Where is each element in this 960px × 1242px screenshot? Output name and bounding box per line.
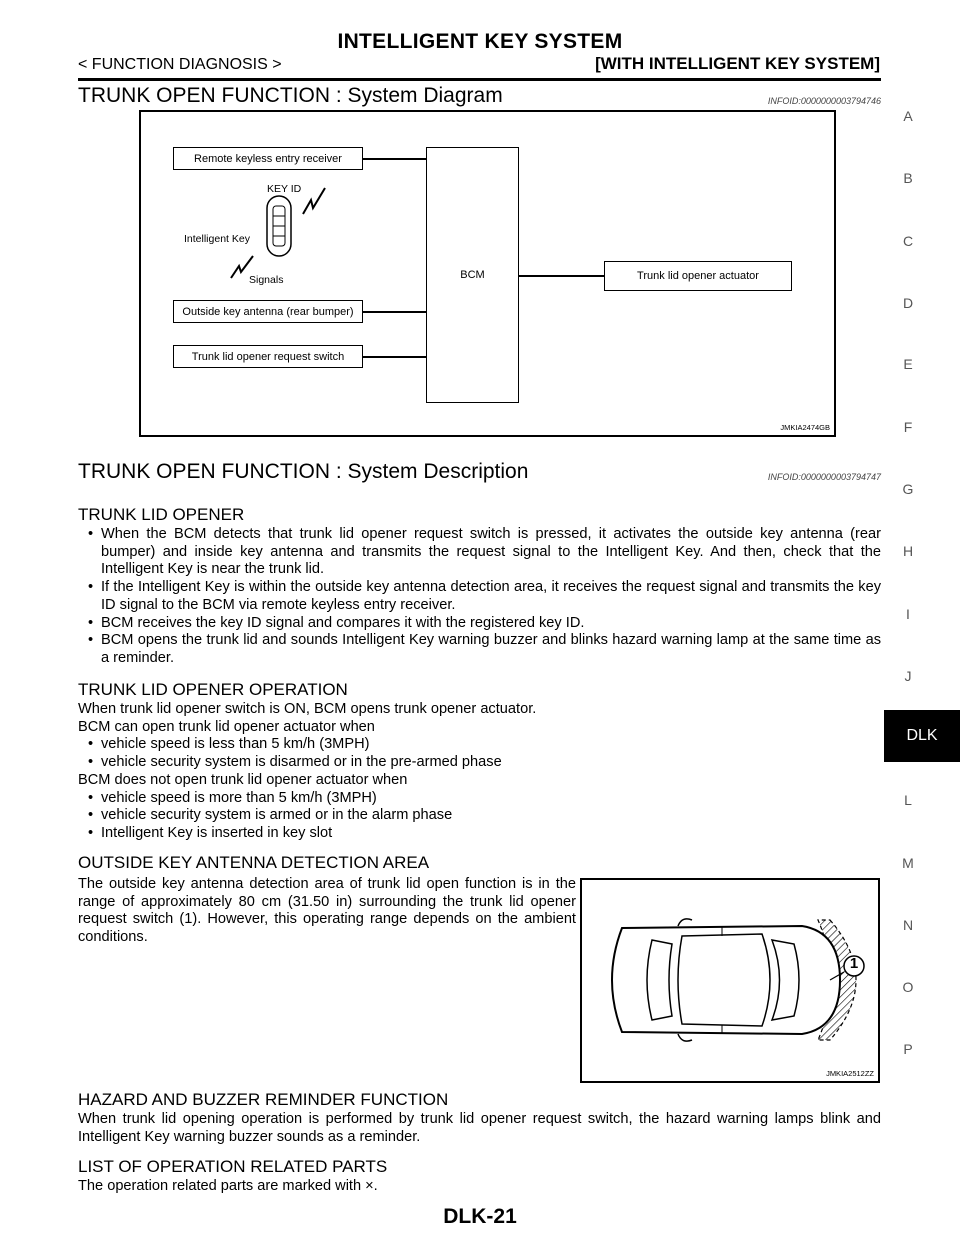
connector-line bbox=[519, 275, 604, 277]
signal-wave-icon bbox=[229, 254, 255, 280]
description-heading: TRUNK OPEN FUNCTION : System Description bbox=[78, 460, 529, 483]
detection-area-figure bbox=[580, 878, 880, 1083]
callout-number: 1 bbox=[849, 955, 859, 972]
request-switch-box: Trunk lid opener request switch bbox=[173, 345, 363, 368]
trunk-lid-opener-heading: TRUNK LID OPENER bbox=[78, 505, 245, 524]
list-item: • vehicle speed is more than 5 km/h (3MPH) bbox=[88, 789, 377, 806]
page-title: INTELLIGENT KEY SYSTEM bbox=[337, 30, 623, 53]
opener-operation-heading: TRUNK LID OPENER OPERATION bbox=[78, 680, 348, 699]
side-tab-active[interactable]: DLK bbox=[884, 710, 960, 762]
trunk-lid-opener-list bbox=[78, 526, 881, 668]
connector-line bbox=[363, 311, 426, 313]
key-id-label: KEY ID bbox=[267, 183, 302, 195]
side-tab[interactable]: M bbox=[902, 855, 914, 871]
connector-line bbox=[363, 356, 426, 358]
system-diagram bbox=[139, 110, 836, 437]
side-tab[interactable]: H bbox=[902, 543, 914, 559]
side-tab[interactable]: E bbox=[903, 356, 913, 372]
hazard-buzzer-text: When trunk lid opening operation is performed by trunk lid opener request switch, the hazard warning lamps blink and Intelligent Key warning buzzer sounds as a reminder. bbox=[78, 1111, 881, 1145]
diagram-heading: TRUNK OPEN FUNCTION : System Diagram bbox=[78, 84, 503, 107]
list-item: • Intelligent Key is inserted in key slot bbox=[88, 824, 333, 841]
car-figure-id: JMKIA2512ZZ bbox=[826, 1069, 874, 1078]
operation-line: BCM can open trunk lid opener actuator when bbox=[78, 718, 375, 735]
list-item: • vehicle speed is less than 5 km/h (3MPH) bbox=[88, 736, 370, 753]
intelligent-key-icon bbox=[259, 180, 339, 280]
related-parts-heading: LIST OF OPERATION RELATED PARTS bbox=[78, 1157, 388, 1176]
hazard-buzzer-heading: HAZARD AND BUZZER REMINDER FUNCTION bbox=[78, 1090, 449, 1109]
intelligent-key-label: Intelligent Key bbox=[184, 233, 250, 245]
detection-area-heading: OUTSIDE KEY ANTENNA DETECTION AREA bbox=[78, 853, 430, 872]
side-tab[interactable]: F bbox=[903, 419, 913, 435]
side-tab[interactable]: A bbox=[903, 108, 913, 124]
related-parts-text: The operation related parts are marked with ×. bbox=[78, 1178, 378, 1194]
side-tab[interactable]: J bbox=[904, 668, 912, 684]
bcm-box: BCM bbox=[426, 147, 519, 403]
side-tab[interactable]: O bbox=[902, 979, 914, 995]
diagram-figure-id: JMKIA2474GB bbox=[780, 423, 830, 432]
list-item: • vehicle security system is armed or in the alarm phase bbox=[88, 807, 453, 824]
side-tab[interactable]: P bbox=[903, 1041, 913, 1057]
opener-operation-body bbox=[78, 701, 881, 843]
list-item: • vehicle security system is disarmed or in the pre-armed phase bbox=[88, 754, 502, 771]
connector-line bbox=[363, 158, 426, 160]
page-number: DLK-21 bbox=[443, 1205, 517, 1228]
list-item: • BCM opens the trunk lid and sounds Intelligent Key warning buzzer and blinks hazard warning lamp at the same time as a reminder. bbox=[88, 632, 881, 666]
header-rule bbox=[78, 78, 881, 81]
side-tab[interactable]: B bbox=[903, 170, 913, 186]
list-item: • BCM receives the key ID signal and compares it with the registered key ID. bbox=[88, 614, 585, 631]
operation-line: When trunk lid opener switch is ON, BCM opens trunk opener actuator. bbox=[78, 701, 537, 717]
list-item: • When the BCM detects that trunk lid opener request switch is pressed, it activates the outside key antenna (rear bumper) and inside key antenna and transmits the request signal to the Intelligent Key. And then, check that the Intelligent Key is near the trunk lid. bbox=[88, 526, 881, 578]
list-item: • If the Intelligent Key is within the outside key antenna detection area, it receives the request signal and transmits the key ID signal to the BCM via remote keyless entry receiver. bbox=[88, 579, 881, 613]
operation-line: BCM does not open trunk lid opener actuator when bbox=[78, 771, 408, 788]
side-tab[interactable]: C bbox=[902, 233, 914, 249]
diagram-info-id: INFOID:0000000003794746 bbox=[767, 96, 881, 106]
car-top-view-icon bbox=[582, 880, 878, 1081]
trunk-actuator-box: Trunk lid opener actuator bbox=[604, 261, 792, 291]
signals-label: Signals bbox=[249, 274, 284, 286]
description-info-id: INFOID:0000000003794747 bbox=[767, 472, 881, 482]
detection-area-text: The outside key antenna detection area of trunk lid open function is in the range of approximately 80 cm (31.50 in) surrounding the trunk lid opener request switch (1). However, this operating range depends on the ambient conditions. bbox=[78, 876, 576, 946]
side-tab[interactable]: N bbox=[902, 917, 914, 933]
side-tab[interactable]: I bbox=[906, 606, 910, 622]
variant-label: [WITH INTELLIGENT KEY SYSTEM] bbox=[595, 54, 880, 73]
outside-antenna-box: Outside key antenna (rear bumper) bbox=[173, 300, 363, 323]
side-tab[interactable]: D bbox=[902, 295, 914, 311]
side-tab[interactable]: G bbox=[902, 481, 914, 497]
remote-receiver-box: Remote keyless entry receiver bbox=[173, 147, 363, 170]
section-label: < FUNCTION DIAGNOSIS > bbox=[78, 56, 282, 73]
side-tab[interactable]: L bbox=[904, 792, 912, 808]
